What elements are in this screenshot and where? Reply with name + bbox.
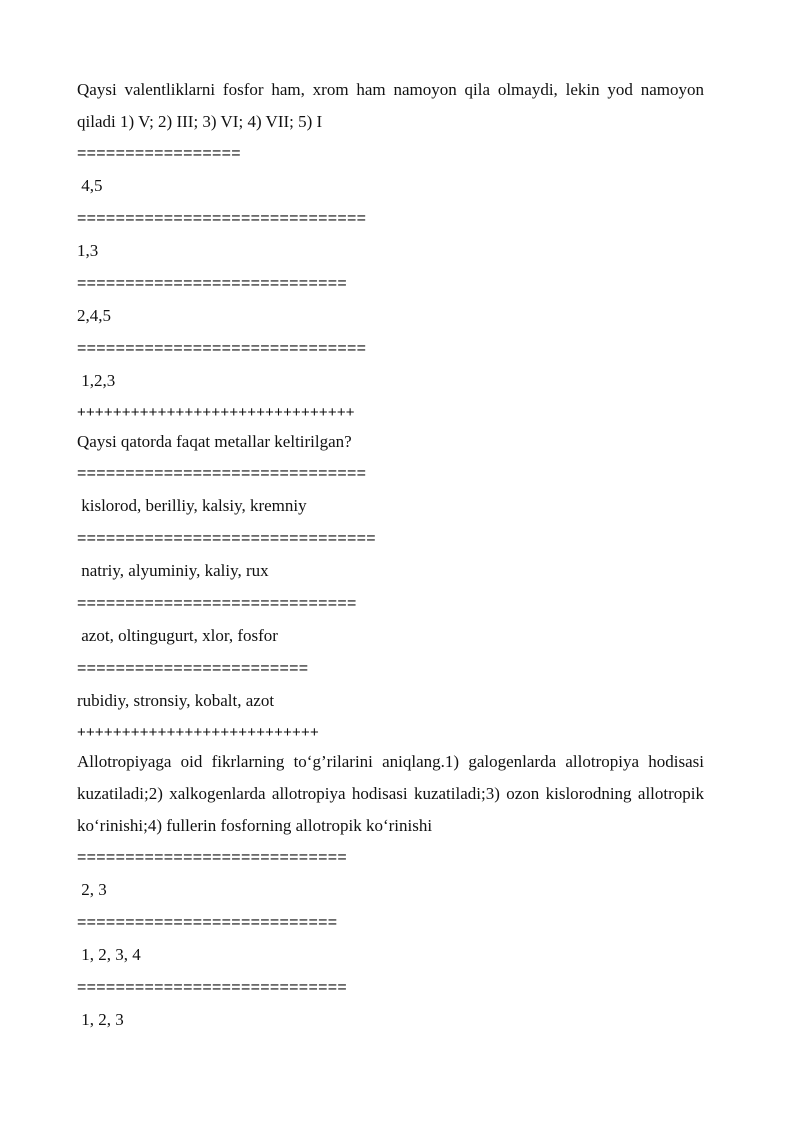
answer-separator: ============================== [77, 465, 367, 482]
answer-option: natriy, alyuminiy, kaliy, rux [77, 561, 269, 580]
answer-separator: ============================== [77, 340, 367, 357]
answer-separator: ================= [77, 145, 241, 162]
answer-separator: ============================== [77, 210, 367, 227]
answer-separator: ======================== [77, 660, 309, 677]
answer-separator: ============================ [77, 979, 348, 996]
answer-option: rubidiy, stronsiy, kobalt, azot [77, 691, 275, 710]
answer-option: 4,5 [77, 176, 103, 195]
answer-option: 1,2,3 [77, 371, 116, 390]
question-1-text: Qaysi valentliklarni fosfor ham, xrom ham namoyon qila olmaydi, lekin yod namoyon qiladi 1) V; 2) III; 3) VI; 4) VII; 5) I [77, 80, 704, 131]
answer-option: 1, 2, 3, 4 [77, 945, 141, 964]
answer-option: 1, 2, 3 [77, 1010, 124, 1029]
answer-option: 2, 3 [77, 880, 107, 899]
answer-separator: ============================ [77, 849, 348, 866]
answer-option: 2,4,5 [77, 306, 111, 325]
answer-option: azot, oltingugurt, xlor, fosfor [77, 626, 278, 645]
document-page [77, 74, 704, 1037]
question-3-text: Allotropiyaga oid fikrlarning to‘g’rilarini aniqlang.1) galogenlarda allotropiya hodisasi kuzatiladi;2) xalkogenlarda allotropiya hodisasi kuzatiladi;3) ozon kislorodning allotropik ko‘rinishi;4) fullerin fosforning allotropik ko‘rinishi [77, 752, 704, 835]
answer-separator: =============================== [77, 530, 376, 547]
answer-option: kislorod, berilliy, kalsiy, kremniy [77, 496, 307, 515]
answer-separator: ============================ [77, 275, 348, 292]
answer-separator: =========================== [77, 914, 338, 931]
question-end-separator: +++++++++++++++++++++++++++ [77, 724, 319, 741]
answer-separator: ============================= [77, 595, 357, 612]
question-end-separator: +++++++++++++++++++++++++++++++ [77, 404, 355, 421]
question-2-text: Qaysi qatorda faqat metallar keltirilgan? [77, 432, 352, 451]
answer-option: 1,3 [77, 241, 99, 260]
